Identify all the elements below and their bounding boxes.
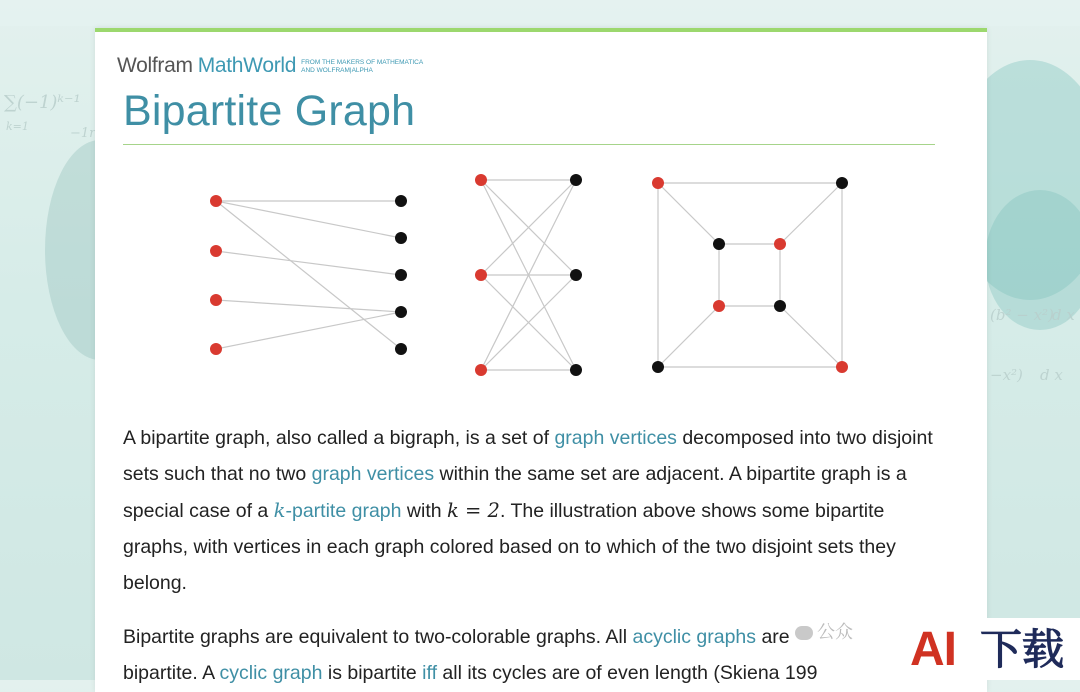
text: . The illustration above shows some bipartite graphs, with vertices in each graph colored based on to which of the two disjoint sets they belong. bbox=[123, 499, 896, 595]
page-title: Bipartite Graph bbox=[123, 87, 416, 135]
tagline-line2: AND WOLFRAM|ALPHA bbox=[301, 67, 373, 74]
text: with bbox=[401, 499, 447, 522]
link-iff[interactable]: iff bbox=[422, 662, 437, 685]
bg-formula: k=1 bbox=[6, 120, 29, 133]
text: are bbox=[756, 626, 790, 648]
wechat-icon bbox=[795, 626, 813, 640]
graph-2-vertex bbox=[570, 174, 582, 186]
logo-wolfram-text: Wolfram bbox=[117, 54, 193, 77]
graph-1-edge bbox=[216, 201, 401, 238]
text: A bipartite graph, also called a bigraph, is a set of bbox=[123, 427, 555, 449]
math-k-equals-2: k = 2 bbox=[447, 498, 500, 522]
text: decomposed into two disjoint sets such that no two bbox=[123, 427, 933, 486]
graph-3-vertex bbox=[774, 300, 786, 312]
graph-2-vertex bbox=[475, 269, 487, 281]
text: Bipartite graphs are equivalent to two-colorable graphs. All bbox=[123, 626, 633, 648]
graph-1-edge bbox=[216, 312, 401, 349]
graph-2-vertex bbox=[570, 269, 582, 281]
bg-formula: −x²) bbox=[990, 366, 1023, 384]
link-acyclic-graphs[interactable]: acyclic graphs bbox=[632, 626, 757, 648]
link-graph-vertices[interactable]: graph vertices bbox=[554, 427, 677, 449]
text: all its cycles are of even length (Skiena 199 bbox=[437, 662, 818, 685]
watermark-wechat bbox=[795, 618, 853, 644]
graph-2-vertex bbox=[475, 364, 487, 376]
graph-edges bbox=[216, 180, 842, 370]
logo-mathworld-text: MathWorld bbox=[197, 54, 297, 77]
graph-1-vertex bbox=[210, 195, 222, 207]
paragraph-definition bbox=[123, 420, 943, 601]
bg-formula: ∑(−1)ᵏ⁻¹ bbox=[4, 92, 81, 113]
graph-1-vertex bbox=[210, 245, 222, 257]
link-graph-vertices[interactable]: graph vertices bbox=[311, 463, 435, 486]
text: is bipartite bbox=[322, 662, 423, 685]
link-k-partite-graph[interactable] bbox=[274, 500, 402, 522]
graph-3-edge bbox=[658, 183, 719, 244]
graph-2-vertex bbox=[570, 364, 582, 376]
watermark-badge bbox=[880, 618, 1080, 680]
graph-1-vertex bbox=[210, 343, 222, 355]
bg-formula: d x bbox=[1040, 366, 1063, 384]
graph-3-vertex bbox=[836, 177, 848, 189]
bg-formula: (b² − x²) bbox=[990, 306, 1054, 324]
tagline-line1: FROM THE MAKERS OF MATHEMATICA bbox=[301, 59, 424, 66]
graph-1-edge bbox=[216, 300, 401, 312]
bg-formula: d x bbox=[1052, 306, 1075, 324]
text: within the same set are adjacent. A bipartite graph is a special case of a bbox=[123, 463, 907, 522]
watermark-download: 下载 bbox=[980, 625, 1065, 674]
graph-1-vertex bbox=[395, 306, 407, 318]
graph-3-edge bbox=[658, 306, 719, 367]
graph-3-vertex bbox=[652, 361, 664, 373]
graph-1-vertex bbox=[395, 269, 407, 281]
graph-1-edge bbox=[216, 251, 401, 275]
content-sheet bbox=[95, 28, 987, 692]
graph-1-vertex bbox=[395, 195, 407, 207]
text: bipartite. A bbox=[123, 662, 220, 685]
link-cyclic-graph[interactable]: cyclic graph bbox=[219, 662, 323, 685]
graph-3-vertex bbox=[836, 361, 848, 373]
link-text: -partite graph bbox=[285, 499, 402, 522]
watermark-ai: AI bbox=[910, 623, 956, 676]
bipartite-illustration bbox=[95, 32, 987, 402]
watermark-small-text: 公众 bbox=[817, 622, 853, 643]
graph-3-vertex bbox=[713, 238, 725, 250]
graph-1-vertex bbox=[395, 343, 407, 355]
graph-3-edge bbox=[780, 183, 842, 244]
graph-3-edge bbox=[780, 306, 842, 367]
graph-3-vertex bbox=[774, 238, 786, 250]
graph-1-vertex bbox=[210, 294, 222, 306]
graph-3-vertex bbox=[652, 177, 664, 189]
k-variable: k bbox=[273, 498, 286, 522]
graph-2-vertex bbox=[475, 174, 487, 186]
graph-1-vertex bbox=[395, 232, 407, 244]
graph-3-vertex bbox=[713, 300, 725, 312]
graph-1-edge bbox=[216, 201, 401, 349]
bg-formula: −1r bbox=[70, 126, 96, 141]
